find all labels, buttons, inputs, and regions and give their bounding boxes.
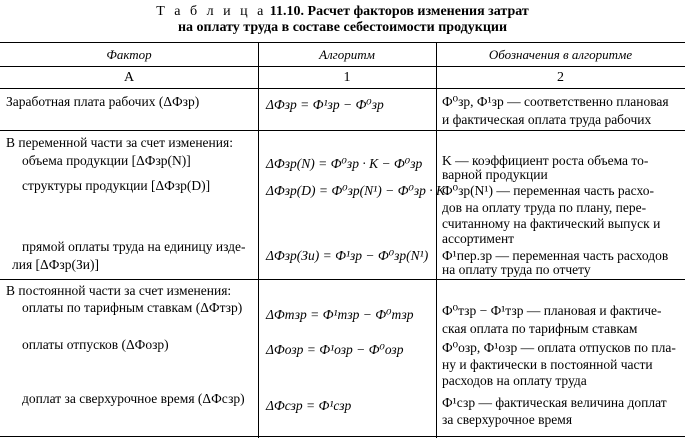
column-divider [258, 42, 259, 438]
notation-vacation-pay-line-2: ну и фактически в постоянной части [442, 357, 653, 372]
formula-output-volume: ΔФзр(N) = Ф⁰зр · K − Ф⁰зр [266, 156, 423, 171]
row-divider [0, 130, 685, 131]
factor-vacation-pay: оплаты отпусков (ΔФозр) [22, 337, 169, 352]
column-number-a: А [123, 70, 135, 85]
header-notation: Обозначения в алгоритме [488, 47, 633, 62]
notation-product-structure-line-1: Ф⁰зр(N¹) — переменная часть расхо- [442, 183, 654, 198]
column-number-2: 2 [557, 70, 564, 85]
notation-direct-pay-line-2: на оплату труда по отчету [442, 262, 591, 277]
factor-direct-pay-line-2: лия [ΔФзр(Зи)] [12, 257, 99, 272]
notation-product-structure-line-2: дов на оплату труда по плану, пере- [442, 200, 647, 215]
formula-vacation-pay: ΔФозр = Ф¹озр − Ф⁰озр [266, 342, 404, 357]
factor-tariff-pay: оплаты по тарифным ставкам (ΔФтзр) [22, 300, 243, 315]
factor-direct-pay-line-1: прямой оплаты труда на единицу изде- [22, 239, 246, 254]
table-bottom-border [0, 436, 685, 437]
factor-output-volume: объема продукции [ΔФзр(N)] [22, 153, 191, 168]
row-divider [0, 279, 685, 280]
formula-overtime-pay: ΔФсзр = Ф¹сзр [266, 398, 352, 413]
table-number: 11.10. [269, 4, 305, 19]
notation-product-structure-line-3: считанному на фактический выпуск и [442, 216, 661, 231]
notation-wages-line-1: Ф⁰зр, Ф¹зр — соответственно плановая [442, 94, 669, 109]
section-variable-heading: В переменной части за счет изменения: [6, 135, 233, 150]
header-divider [0, 66, 685, 67]
notation-tariff-pay-line-2: ская оплата по тарифным ставкам [442, 321, 638, 336]
formula-wages: ΔФзр = Ф¹зр − Ф⁰зр [266, 97, 384, 112]
notation-product-structure-line-4: ассортимент [442, 231, 515, 246]
notation-overtime-pay-line-2: за сверхурочное время [442, 412, 573, 427]
table-top-border [0, 42, 685, 43]
table-title-line-2: на оплату труда в составе себестоимости продукции [177, 20, 508, 35]
formula-direct-pay: ΔФзр(Зи) = Ф¹зр − Ф⁰зр(N¹) [266, 248, 429, 263]
table-label: Т а б л и ц а [156, 4, 267, 19]
factor-overtime-pay: доплат за сверхурочное время (ΔФсзр) [22, 391, 245, 406]
section-fixed-heading: В постоянной части за счет изменения: [6, 283, 232, 298]
notation-direct-pay-line-1: Ф¹пер.зр — переменная часть расходов [442, 248, 669, 263]
column-divider [436, 42, 437, 438]
notation-output-volume-line-2: варной продукции [442, 167, 548, 182]
notation-overtime-pay-line-1: Ф¹сзр — фактическая величина доплат [442, 395, 667, 410]
table-title-line-1 [0, 4, 685, 20]
factor-wages: Заработная плата рабочих (ΔФзр) [6, 94, 200, 109]
notation-output-volume-line-1: K — коэффициент роста объема то- [442, 153, 649, 168]
formula-product-structure: ΔФзр(D) = Ф⁰зр(N¹) − Ф⁰зр · K [266, 183, 446, 198]
notation-wages-line-2: и фактическая оплата труда рабочих [442, 112, 652, 127]
notation-vacation-pay-line-3: расходов на оплату труда [442, 373, 587, 388]
header-factor: Фактор [106, 47, 152, 62]
column-number-divider [0, 88, 685, 89]
column-number-1: 1 [343, 70, 351, 85]
table-title-text: Расчет факторов изменения затрат [307, 4, 529, 19]
notation-vacation-pay-line-1: Ф⁰озр, Ф¹озр — оплата отпусков по пла- [442, 340, 676, 355]
factor-product-structure: структуры продукции [ΔФзр(D)] [22, 178, 211, 193]
notation-tariff-pay-line-1: Ф⁰тзр − Ф¹тзр — плановая и фактиче- [442, 303, 662, 318]
formula-tariff-pay: ΔФтзр = Ф¹тзр − Ф⁰тзр [266, 307, 414, 322]
header-algorithm: Алгоритм [319, 47, 375, 62]
